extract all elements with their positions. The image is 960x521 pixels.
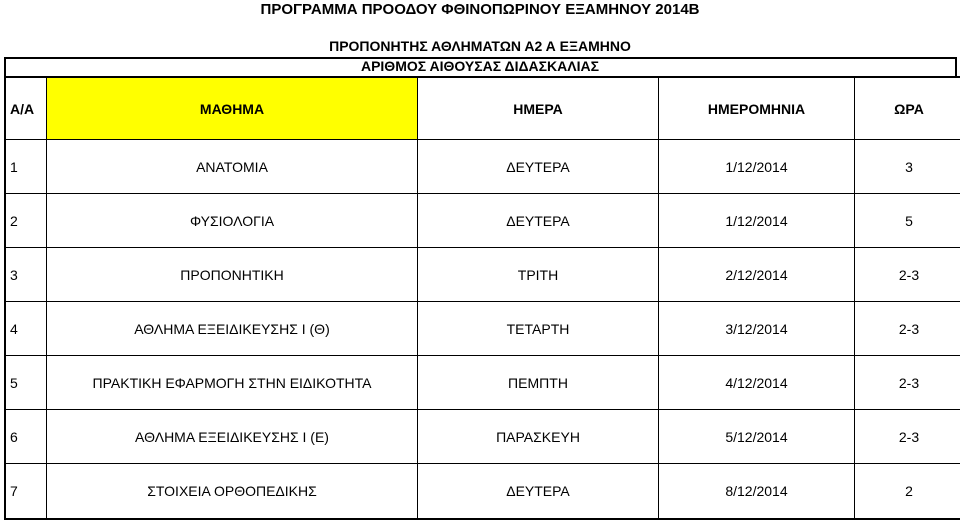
- cell-day: ΤΕΤΑΡΤΗ: [418, 302, 659, 356]
- cell-time: 2-3: [855, 302, 960, 356]
- cell-date: 1/12/2014: [659, 194, 855, 248]
- cell-index: 5: [5, 356, 47, 410]
- table-row: [5, 194, 960, 248]
- column-header-course: ΜΑΘΗΜΑ: [47, 77, 418, 140]
- cell-time: 5: [855, 194, 960, 248]
- table-row: [5, 356, 960, 410]
- cell-time: 2: [855, 464, 960, 520]
- cell-index: 1: [5, 140, 47, 194]
- cell-index: 7: [5, 464, 47, 520]
- table-row: [5, 464, 960, 520]
- cell-course: ΠΡΟΠΟΝΗΤΙΚΗ: [47, 248, 418, 302]
- table-row: [5, 302, 960, 356]
- column-header-day: ΗΜΕΡΑ: [418, 77, 659, 140]
- cell-course: ΑΘΛΗΜΑ ΕΞΕΙΔΙΚΕΥΣΗΣ Ι (Ε): [47, 410, 418, 464]
- cell-date: 3/12/2014: [659, 302, 855, 356]
- cell-course: ΠΡΑΚΤΙΚΗ ΕΦΑΡΜΟΓΗ ΣΤΗΝ ΕΙΔΙΚΟΤΗΤΑ: [47, 356, 418, 410]
- cell-time: 2-3: [855, 410, 960, 464]
- cell-course: ΦΥΣΙΟΛΟΓΙΑ: [47, 194, 418, 248]
- cell-index: 2: [5, 194, 47, 248]
- cell-day: ΠΑΡΑΣΚΕΥΗ: [418, 410, 659, 464]
- cell-date: 1/12/2014: [659, 140, 855, 194]
- cell-course: ΣΤΟΙΧΕΙΑ ΟΡΘΟΠΕΔΙΚΗΣ: [47, 464, 418, 520]
- cell-index: 4: [5, 302, 47, 356]
- cell-day: ΔΕΥΤΕΡΑ: [418, 194, 659, 248]
- cell-date: 8/12/2014: [659, 464, 855, 520]
- cell-date: 4/12/2014: [659, 356, 855, 410]
- page-title: ΠΡΟΓΡΑΜΜΑ ΠΡΟΟΔΟΥ ΦΘΙΝΟΠΩΡΙΝΟΥ ΕΞΑΜΗΝΟΥ 2014Β: [260, 1, 700, 18]
- table-row: [5, 140, 960, 194]
- page-subtitle: ΠΡΟΠΟΝΗΤΗΣ ΑΘΛΗΜΑΤΩΝ Α2 Α ΕΞΑΜΗΝΟ: [329, 38, 631, 54]
- column-header-time: ΩΡΑ: [855, 77, 960, 140]
- table-header-row: [5, 77, 960, 140]
- cell-day: ΤΡΙΤΗ: [418, 248, 659, 302]
- cell-day: ΠΕΜΠΤΗ: [418, 356, 659, 410]
- cell-course: ΑΝΑΤΟΜΙΑ: [47, 140, 418, 194]
- cell-time: 3: [855, 140, 960, 194]
- table-row: [5, 248, 960, 302]
- cell-index: 3: [5, 248, 47, 302]
- schedule-table: [4, 76, 960, 520]
- cell-date: 5/12/2014: [659, 410, 855, 464]
- column-header-date: ΗΜΕΡΟΜΗΝΙΑ: [659, 77, 855, 140]
- cell-course: ΑΘΛΗΜΑ ΕΞΕΙΔΙΚΕΥΣΗΣ Ι (Θ): [47, 302, 418, 356]
- cell-time: 2-3: [855, 356, 960, 410]
- cell-day: ΔΕΥΤΕΡΑ: [418, 464, 659, 520]
- cell-date: 2/12/2014: [659, 248, 855, 302]
- table-row: [5, 410, 960, 464]
- room-label: ΑΡΙΘΜΟΣ ΑΙΘΟΥΣΑΣ ΔΙΔΑΣΚΑΛΙΑΣ: [360, 58, 600, 74]
- column-header-index: Α/Α: [5, 77, 47, 140]
- cell-index: 6: [5, 410, 47, 464]
- cell-day: ΔΕΥΤΕΡΑ: [418, 140, 659, 194]
- cell-time: 2-3: [855, 248, 960, 302]
